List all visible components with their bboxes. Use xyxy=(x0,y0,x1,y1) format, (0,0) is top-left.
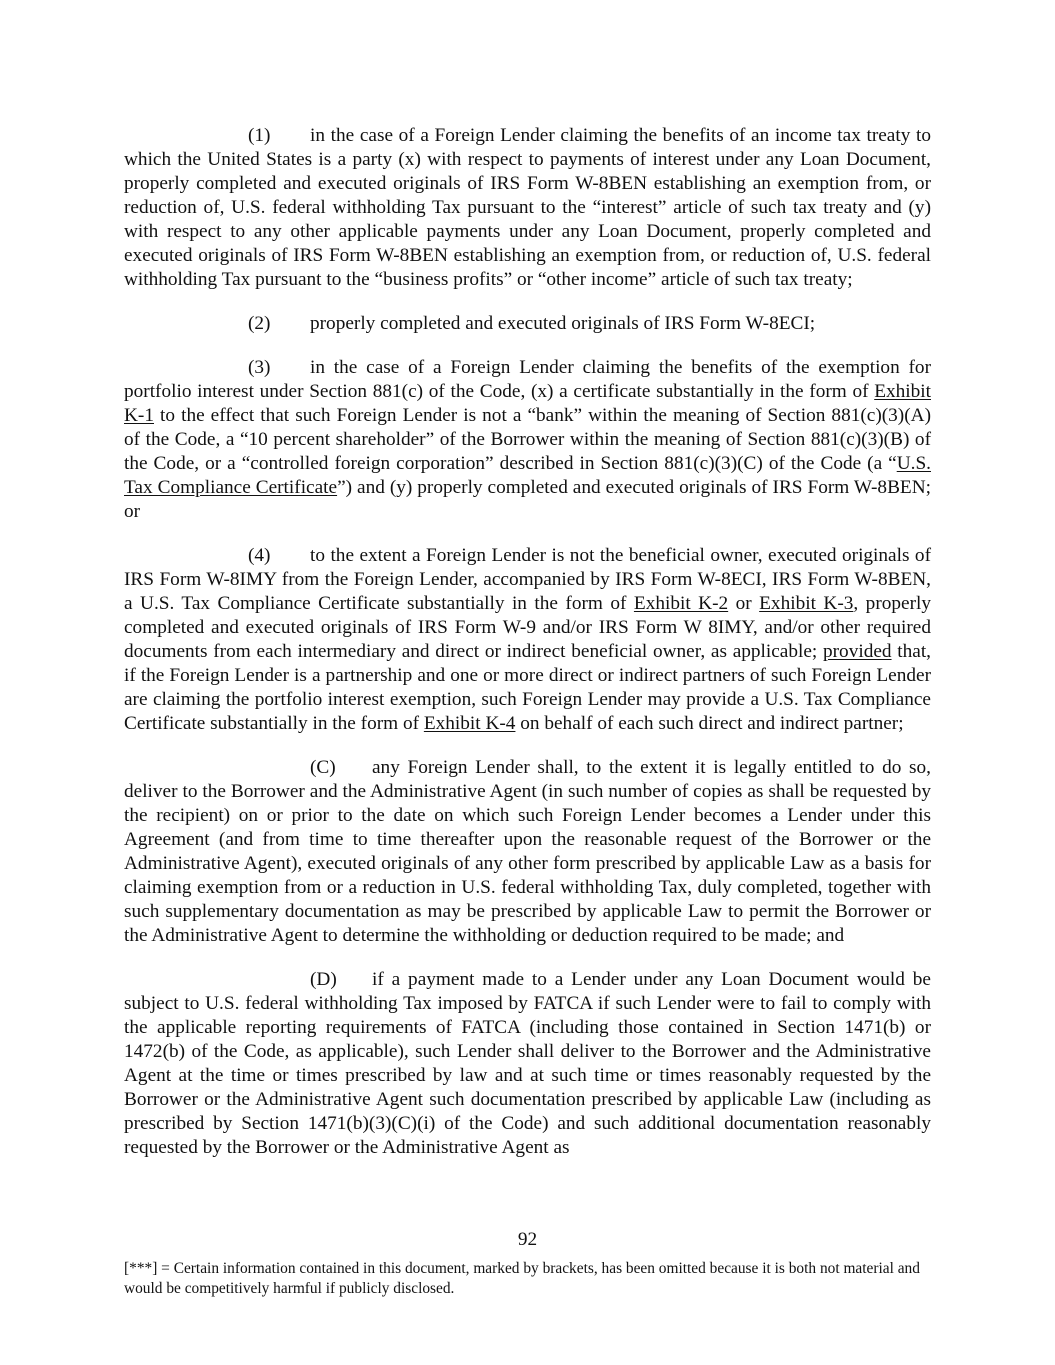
paragraph-text: , properly completed and executed originals of IRS Form W-9 and/or IRS Form W 8IMY, and/or other required documents from each intermediary and direct or indirect beneficial owner, as applicable; xyxy=(124,593,931,662)
paragraph-marker: (4) xyxy=(248,545,271,566)
paragraph-text: that, if the Foreign Lender is a partnership and one or more direct or indirect partners of such Foreign Lender are claiming the portfolio interest exemption, such Foreign Lender may provide a U.S. Tax Compliance Certificate substantially in the form of xyxy=(124,641,931,734)
exhibit-k2-reference: Exhibit K-2 xyxy=(633,593,729,614)
exhibit-k1-reference: Exhibit K-1 xyxy=(124,381,931,426)
paragraph-text: properly completed and executed originals of IRS Form W-8ECI; xyxy=(310,313,816,334)
us-tax-compliance-certificate-term: U.S. Tax Compliance Certificate xyxy=(124,453,931,498)
omission-footnote: [***] = Certain information contained in this document, marked by brackets, has been omitted because it is both not material and would be competitively harmful if publicly disclosed. xyxy=(124,1260,920,1297)
exhibit-k4-reference: Exhibit K-4 xyxy=(423,713,516,734)
paragraph-d xyxy=(124,968,931,1160)
paragraph-marker: (C) xyxy=(310,757,336,778)
paragraph-text: to the extent a Foreign Lender is not the beneficial owner, executed originals of IRS Form W-8IMY from the Foreign Lender, accompanied by IRS Form W-8ECI, IRS Form W-8BEN, a U.S. Tax Compliance Certificate substantially in the form of xyxy=(124,545,931,614)
paragraph-text: ”) and (y) properly completed and executed originals of IRS Form W-8BEN; or xyxy=(124,477,931,522)
paragraph-text: or xyxy=(728,593,760,614)
paragraph-3 xyxy=(124,356,931,524)
page-number: 92 xyxy=(517,1229,538,1250)
paragraph-text: on behalf of each such direct and indirect partner; xyxy=(515,713,904,734)
paragraph-text: to the effect that such Foreign Lender is not a “bank” within the meaning of Section 881(c)(3)(A) of the Code, a “10 percent shareholder” of the Borrower within the meaning of Section 881(c)(3)(B) of the Code, or a “controlled foreign corporation” described in Section 881(c)(3)(C) of the Code (a “ xyxy=(124,405,931,474)
paragraph-marker: (D) xyxy=(310,969,337,990)
paragraph-marker: (2) xyxy=(248,313,271,334)
exhibit-k3-reference: Exhibit K-3 xyxy=(759,593,854,614)
paragraph-marker: (3) xyxy=(248,357,271,378)
paragraph-text: if a payment made to a Lender under any Loan Document would be subject to U.S. federal withholding Tax imposed by FATCA if such Lender were to fail to comply with the applicable reporting requirements of FATCA (including those contained in Section 1471(b) or 1472(b) of the Code, as applicable), such Lender shall deliver to the Borrower and the Administrative Agent at the time or times prescribed by law and at such time or times reasonably requested by the Borrower or the Administrative Agent such documentation prescribed by applicable Law (including as prescribed by Section 1471(b)(3)(C)(i) of the Code) and such additional documentation reasonably requested by the Borrower or the Administrative Agent as xyxy=(124,969,931,1158)
paragraph-4 xyxy=(124,544,931,736)
paragraph-1 xyxy=(124,124,931,292)
provided-term: provided xyxy=(823,641,892,662)
document-page xyxy=(124,124,931,1180)
paragraph-text: any Foreign Lender shall, to the extent it is legally entitled to do so, deliver to the Borrower and the Administrative Agent (in such number of copies as shall be requested by the recipient) on or prior to the date on which such Foreign Lender becomes a Lender under this Agreement (and from time to time thereafter upon the reasonable request of the Borrower or the Administrative Agent), executed originals of any other form prescribed by applicable Law as a basis for claiming exemption from or a reduction in U.S. federal withholding Tax, duly completed, together with such supplementary documentation as may be prescribed by applicable Law to permit the Borrower or the Administrative Agent to determine the withholding or deduction required to be made; and xyxy=(124,757,931,946)
paragraph-marker: (1) xyxy=(248,125,271,146)
paragraph-2 xyxy=(124,312,931,336)
paragraph-text: in the case of a Foreign Lender claiming the benefits of an income tax treaty to which the United States is a party (x) with respect to payments of interest under any Loan Document, properly completed and executed originals of IRS Form W-8BEN establishing an exemption from, or reduction of, U.S. federal withholding Tax pursuant to the “interest” article of such tax treaty and (y) with respect to any other applicable payments under any Loan Document, properly completed and executed originals of IRS Form W-8BEN establishing an exemption from, or reduction of, U.S. federal withholding Tax pursuant to the “business profits” or “other income” article of such tax treaty; xyxy=(124,125,931,290)
paragraph-text: in the case of a Foreign Lender claiming the benefits of the exemption for portfolio interest under Section 881(c) of the Code, (x) a certificate substantially in the form of xyxy=(124,357,931,402)
paragraph-c xyxy=(124,756,931,948)
